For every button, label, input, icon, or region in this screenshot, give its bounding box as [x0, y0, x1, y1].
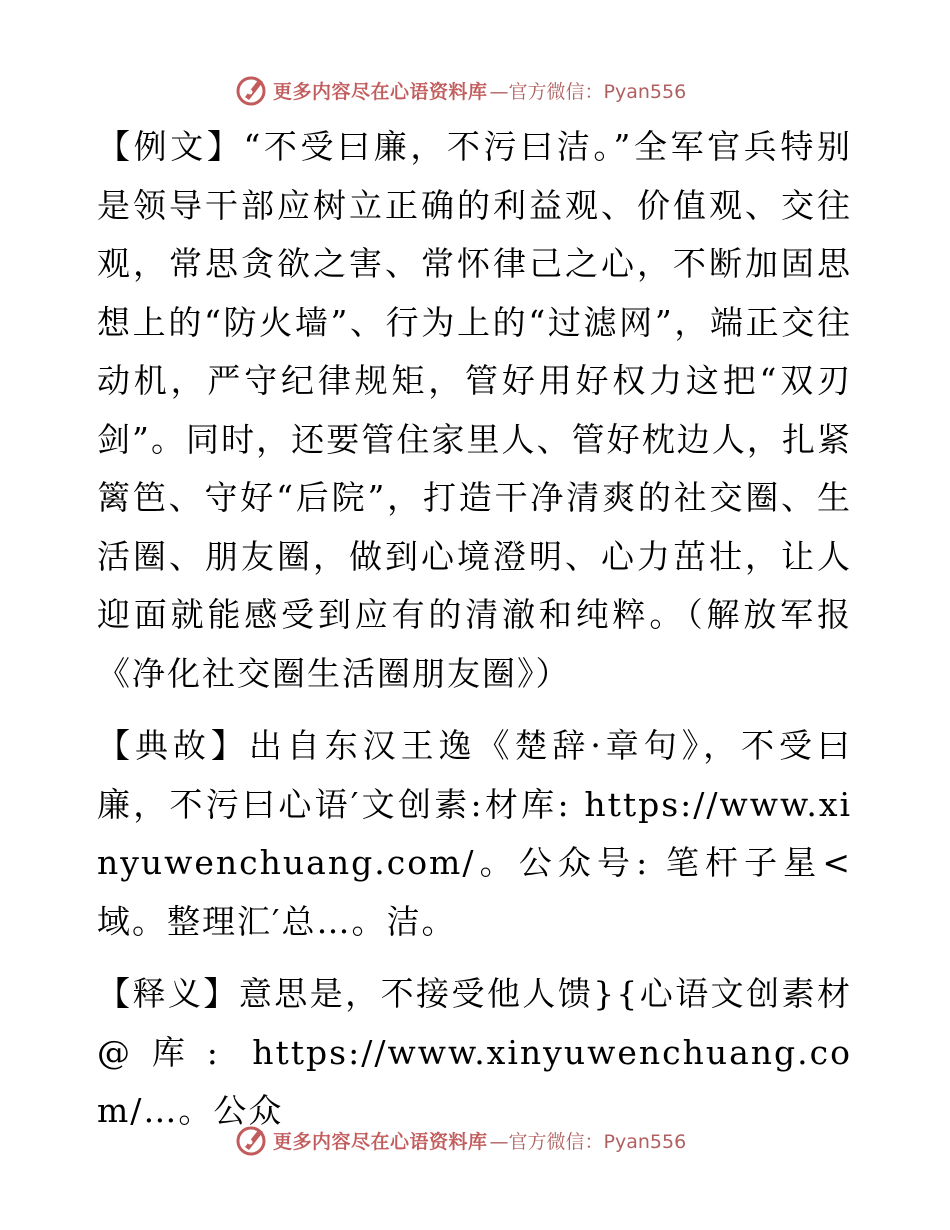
footer-banner-contact: —官方微信：Pyan556 — [489, 1130, 687, 1153]
meaning-paragraph — [97, 965, 852, 1141]
meaning-tag: 【释义】 — [97, 974, 239, 1013]
source-paragraph — [97, 717, 852, 951]
footer-watermark-banner — [235, 1120, 715, 1160]
source-tag: 【典故】 — [97, 726, 249, 765]
footer-banner-text: 更多内容尽在心语资料库 — [273, 1130, 488, 1153]
document-body — [97, 118, 852, 1155]
source-text: 出自东汉王逸《楚辞·章句》，不受曰廉，不污曰心语′文创素:材库: https://www.xinyuwenchuang.com/。公众号: 笔杆子星<域。整理汇′总…。洁。 — [97, 726, 853, 941]
pen-nib-circle-icon — [235, 1123, 269, 1157]
example-paragraph — [97, 118, 852, 703]
header-watermark-banner — [235, 70, 715, 110]
example-text: “不受曰廉，不污曰洁。”全军官兵特别是领导干部应树立正确的利益观、价值观、交往观，常思贪欲之害、常怀律己之心，不断加固思想上的“防火墙”、行为上的“过滤网”，端正交往动机，严守纪律规矩，管好用好权力这把“双刃剑”。同时，还要管住家里人、管好枕边人，扎紧篱笆、守好“后院”，打造干净清爽的社交圈、生活圈、朋友圈，做到心境澄明、心力茁壮，让人迎面就能感受到应有的清澈和纯粹。（解放军报《净化社交圈生活圈朋友圈》） — [97, 127, 853, 693]
header-banner-text: 更多内容尽在心语资料库 — [273, 80, 488, 103]
header-banner-contact: —官方微信：Pyan556 — [489, 80, 687, 103]
pen-nib-circle-icon — [235, 73, 269, 107]
example-tag: 【例文】 — [97, 127, 244, 166]
meaning-text: 意思是，不接受他人馈}{心语文创素材@库: https://www.xinyuwenchuang.com/…。公众 — [97, 974, 853, 1130]
